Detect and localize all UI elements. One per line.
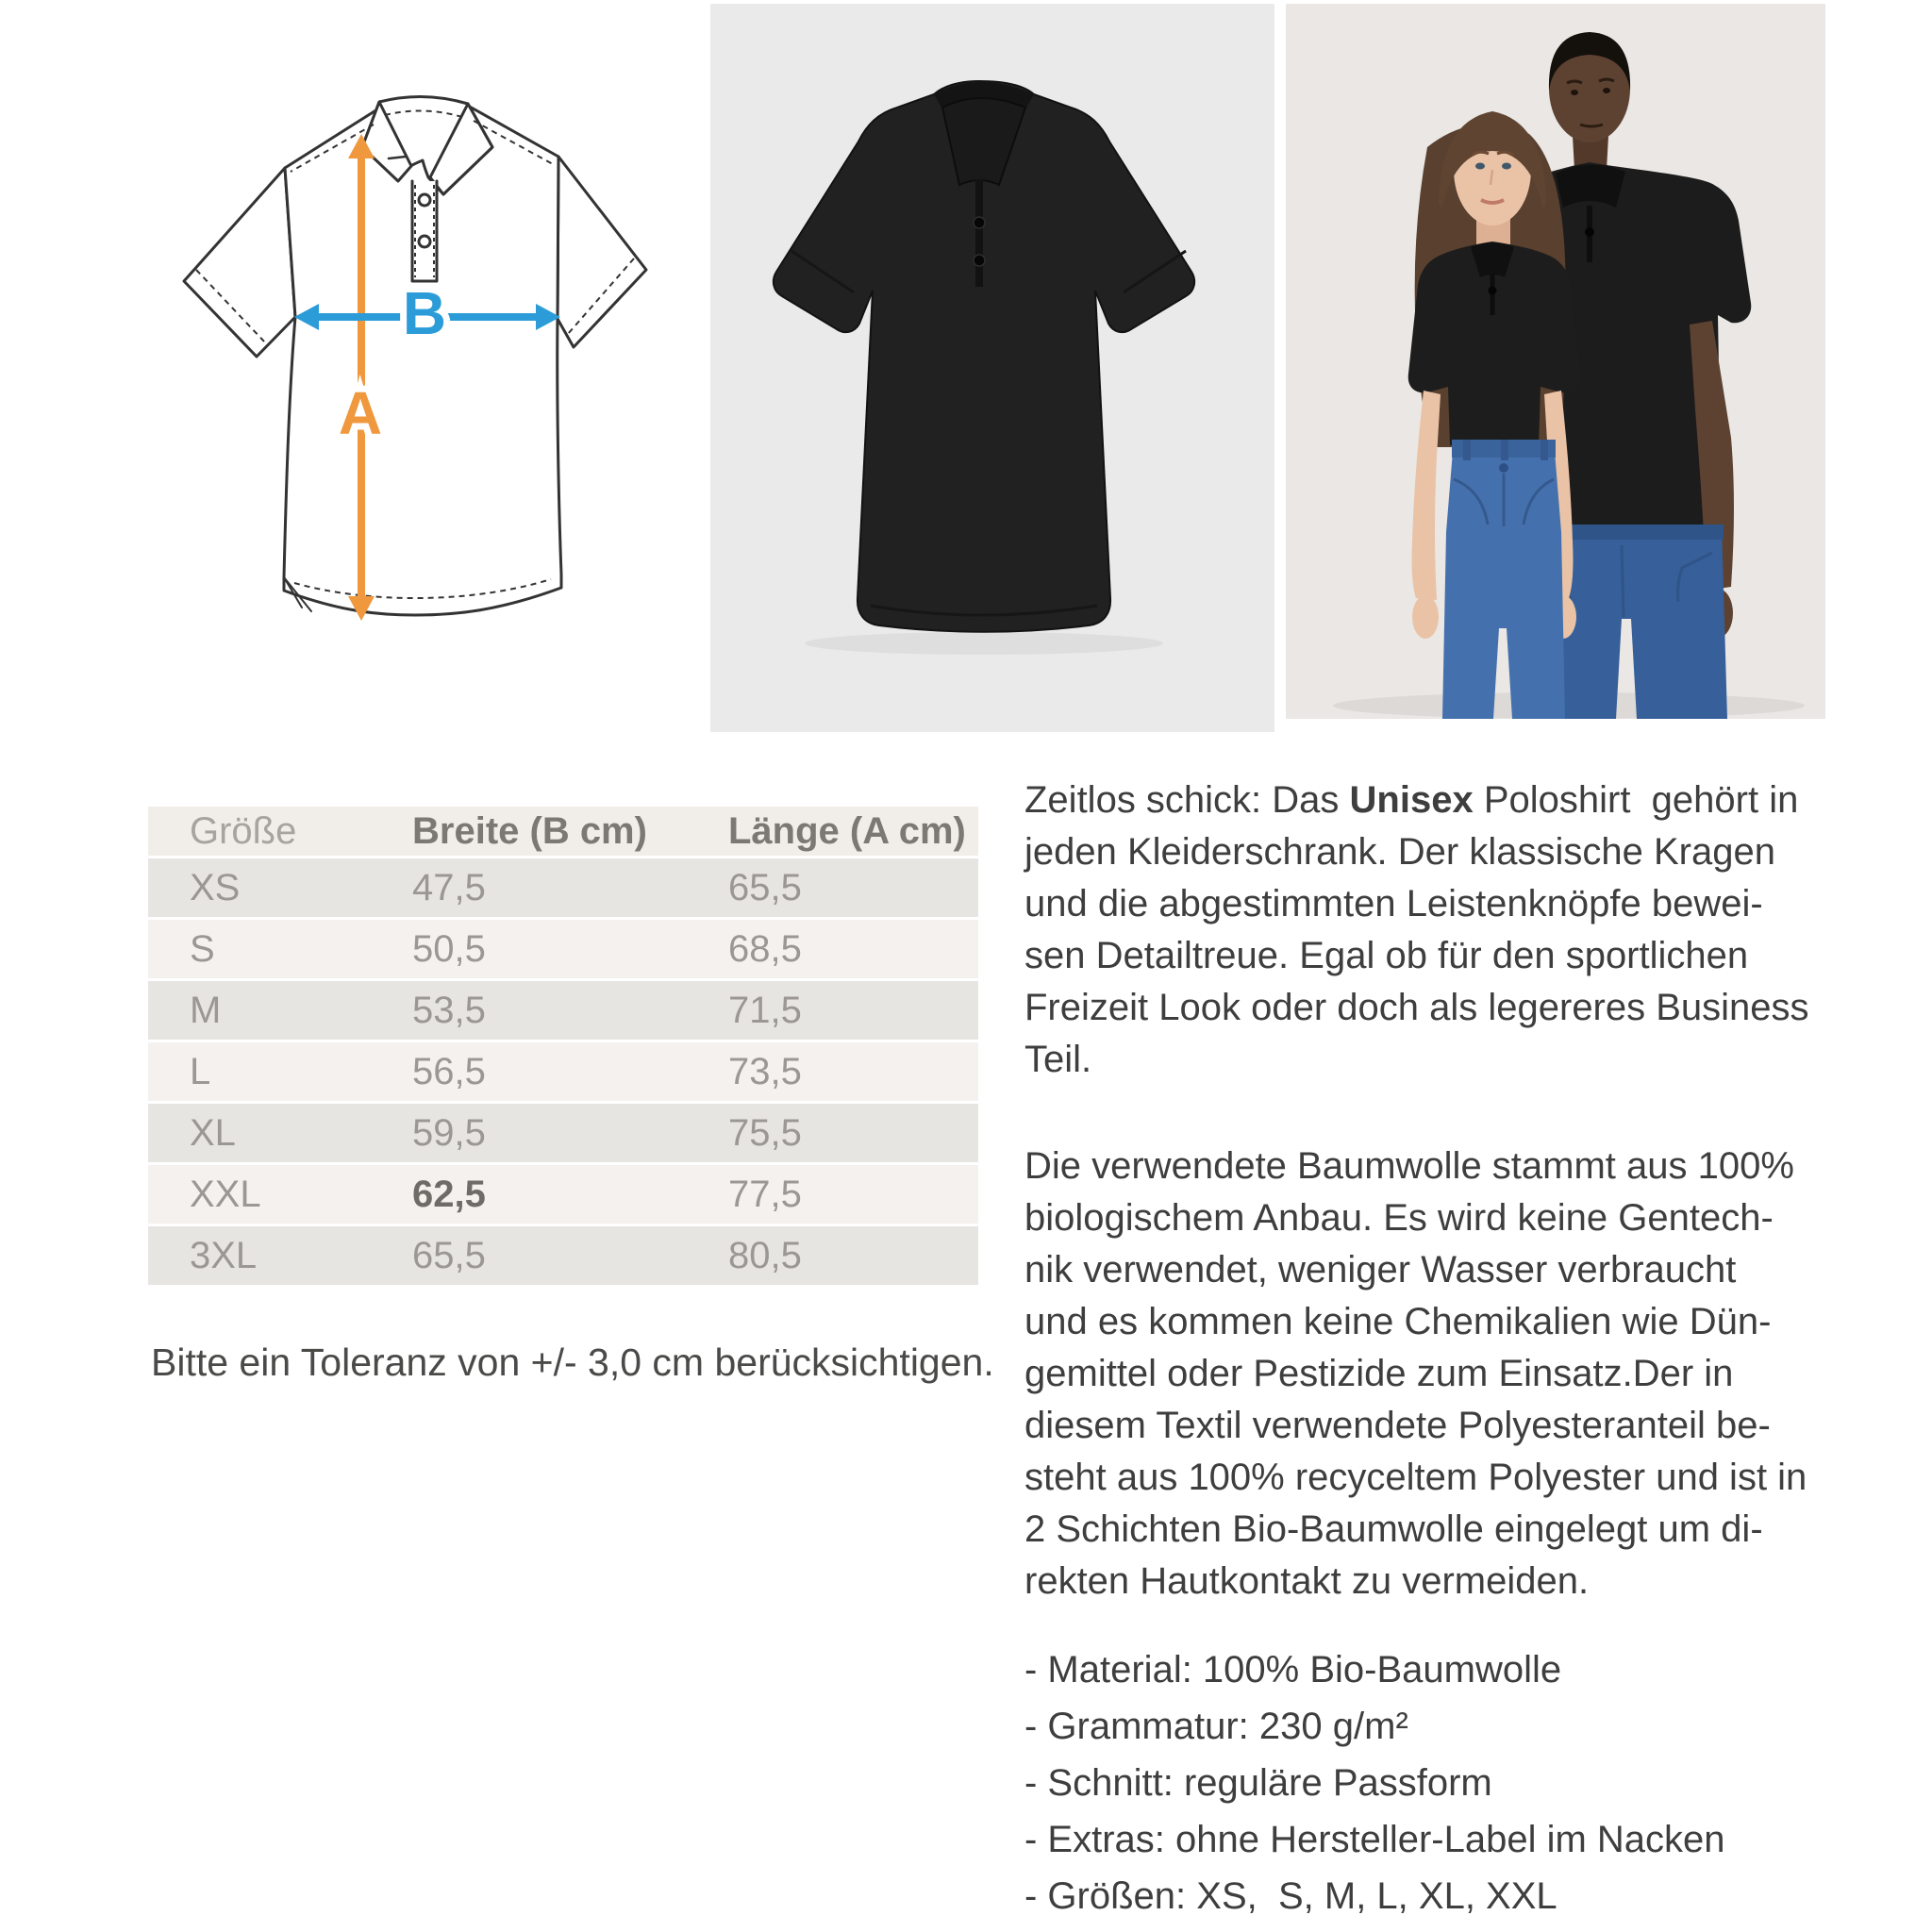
product-description bbox=[1024, 774, 1902, 1924]
description-line: gemittel oder Pestizide zum Einsatz.Der in bbox=[1024, 1353, 1734, 1394]
length-cell: 77,5 bbox=[728, 1162, 978, 1224]
polo-line-drawing bbox=[142, 57, 670, 641]
length-cell: 73,5 bbox=[728, 1040, 978, 1101]
length-cell: 80,5 bbox=[728, 1224, 978, 1285]
size-cell: XXL bbox=[148, 1162, 412, 1224]
description-line: und die abgestimmten Leistenknöpfe bewei- bbox=[1024, 883, 1763, 924]
description-paragraph-material bbox=[1024, 1141, 1902, 1607]
description-line: 2 Schichten Bio-Baumwolle eingelegt um di- bbox=[1024, 1508, 1763, 1550]
size-cell: 3XL bbox=[148, 1224, 412, 1285]
size-cell: XS bbox=[148, 856, 412, 917]
size-cell: L bbox=[148, 1040, 412, 1101]
model-woman bbox=[1408, 111, 1581, 719]
description-line: Freizeit Look oder doch als legereres Business bbox=[1024, 987, 1809, 1028]
attribute-item: - Grammatur: 230 g/m² bbox=[1024, 1706, 1408, 1747]
tolerance-note: Bitte ein Toleranz von +/- 3,0 cm berücksichtigen. bbox=[151, 1341, 994, 1384]
table-row bbox=[148, 1040, 978, 1101]
label-b: B bbox=[402, 279, 447, 347]
description-line: Teil. bbox=[1024, 1039, 1092, 1080]
description-line: nik verwendet, weniger Wasser verbraucht bbox=[1024, 1249, 1737, 1291]
width-cell: 62,5 bbox=[412, 1162, 728, 1224]
woman-button bbox=[1489, 287, 1497, 295]
table-row bbox=[148, 856, 978, 917]
woman-hand bbox=[1412, 595, 1439, 639]
size-table bbox=[148, 807, 978, 1285]
size-cell: S bbox=[148, 917, 412, 978]
table-row bbox=[148, 1162, 978, 1224]
description-line bbox=[1024, 774, 1902, 826]
models-illustration bbox=[1286, 4, 1825, 719]
size-cell: M bbox=[148, 978, 412, 1040]
description-line: steht aus 100% recyceltem Polyester und ist in bbox=[1024, 1457, 1807, 1498]
table-row bbox=[148, 1224, 978, 1285]
column-header-width: Breite (B cm) bbox=[412, 809, 647, 852]
man-button bbox=[1585, 227, 1594, 237]
column-header-size: Größe bbox=[190, 809, 297, 852]
description-line: rekten Hautkontakt zu vermeiden. bbox=[1024, 1560, 1590, 1602]
description-line: Die verwendete Baumwolle stammt aus 100% bbox=[1024, 1145, 1794, 1187]
description-line: biologischem Anbau. Es wird keine Gentech- bbox=[1024, 1197, 1774, 1239]
width-cell: 59,5 bbox=[412, 1101, 728, 1162]
polo-outline bbox=[184, 96, 646, 615]
length-cell: 68,5 bbox=[728, 917, 978, 978]
description-line: diesem Textil verwendete Polyesteranteil be- bbox=[1024, 1405, 1771, 1446]
table-row bbox=[148, 917, 978, 978]
length-cell: 65,5 bbox=[728, 856, 978, 917]
product-name: Unisex bbox=[1349, 779, 1474, 821]
shirt-shadow bbox=[805, 632, 1163, 655]
product-attributes-list bbox=[1024, 1641, 1902, 1924]
length-cell: 75,5 bbox=[728, 1101, 978, 1162]
black-polo-photo bbox=[710, 4, 1274, 732]
width-cell: 53,5 bbox=[412, 978, 728, 1040]
button bbox=[974, 255, 985, 266]
width-cell: 50,5 bbox=[412, 917, 728, 978]
length-cell: 71,5 bbox=[728, 978, 978, 1040]
models-photo bbox=[1286, 4, 1825, 719]
column-header-length: Länge (A cm) bbox=[728, 809, 966, 852]
text-segment: Zeitlos schick: Das bbox=[1024, 779, 1350, 821]
attribute-item: - Extras: ohne Hersteller-Label im Nacken bbox=[1024, 1819, 1725, 1860]
description-line: sen Detailtreue. Egal ob für den sportlichen bbox=[1024, 935, 1749, 976]
button bbox=[974, 217, 985, 228]
width-cell: 47,5 bbox=[412, 856, 728, 917]
width-cell: 65,5 bbox=[412, 1224, 728, 1285]
attribute-item: - Schnitt: reguläre Passform bbox=[1024, 1762, 1492, 1804]
width-cell: 56,5 bbox=[412, 1040, 728, 1101]
product-photo-front bbox=[710, 4, 1274, 732]
table-row bbox=[148, 978, 978, 1040]
table-row bbox=[148, 1101, 978, 1162]
attribute-item: - Größen: XS, S, M, L, XL, XXL bbox=[1024, 1875, 1557, 1917]
description-paragraph-intro bbox=[1024, 774, 1902, 1086]
table-header-row bbox=[148, 807, 978, 856]
attribute-item: - Material: 100% Bio-Baumwolle bbox=[1024, 1649, 1562, 1690]
description-line: jeden Kleiderschrank. Der klassische Kragen bbox=[1024, 831, 1775, 873]
text-segment: Poloshirt gehört in bbox=[1473, 779, 1799, 821]
label-a: A bbox=[338, 379, 383, 447]
size-diagram-image bbox=[142, 57, 670, 641]
description-line: und es kommen keine Chemikalien wie Dün- bbox=[1024, 1301, 1772, 1342]
size-cell: XL bbox=[148, 1101, 412, 1162]
